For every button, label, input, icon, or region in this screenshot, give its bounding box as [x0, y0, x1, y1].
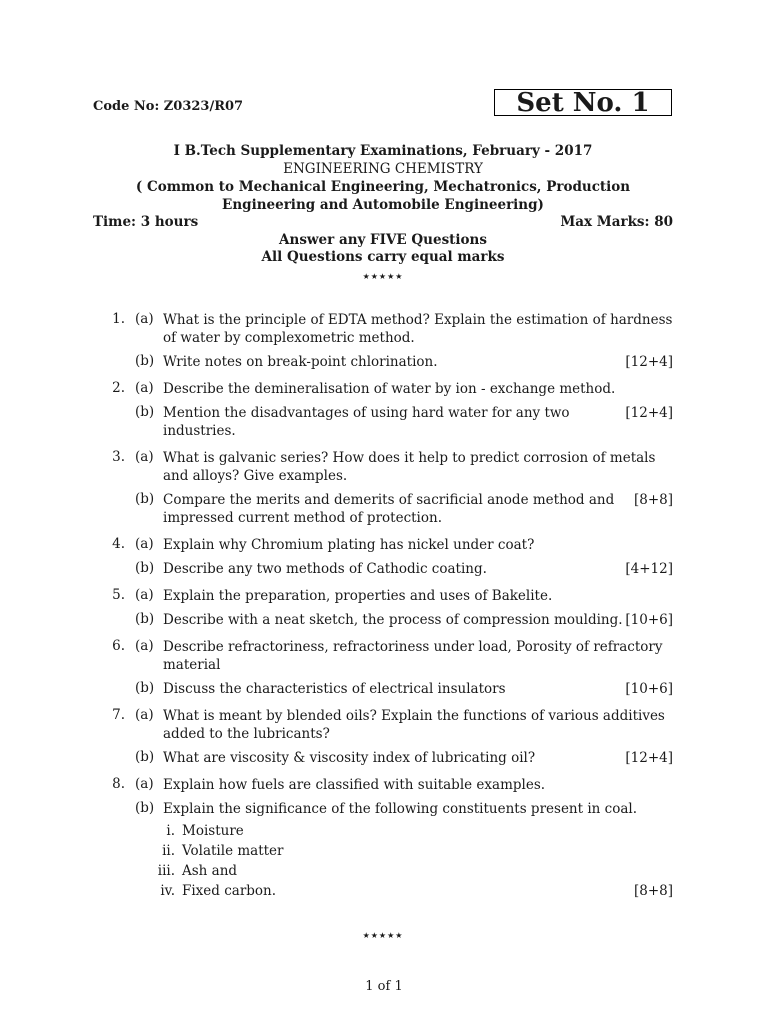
part-text: Describe the demineralisation of water by ion - exchange method. [163, 381, 616, 397]
question-part [135, 449, 673, 485]
subpart [145, 861, 673, 881]
part-label: (a) [135, 707, 154, 723]
question-part [135, 404, 673, 440]
question-1 [100, 311, 673, 371]
part-label: (a) [135, 311, 154, 327]
question-number: 6. [112, 638, 125, 654]
common-line-1: ( Common to Mechanical Engineering, Mechatronics, Production [135, 179, 631, 195]
subpart [145, 841, 673, 861]
question-part [135, 491, 673, 527]
marks-label: [8+8] [633, 492, 673, 508]
question-number: 7. [112, 707, 125, 723]
subpart [145, 881, 673, 901]
question-part [135, 707, 673, 743]
subpart-text: Ash and [182, 863, 238, 879]
part-text: Discuss the characteristics of electrical insulators [163, 681, 506, 697]
question-number: 2. [112, 380, 125, 396]
part-label: (a) [135, 536, 154, 552]
part-text: What is meant by blended oils? Explain the functions of various additives added to the lubricants? [163, 708, 665, 742]
part-text: What is galvanic series? How does it help to predict corrosion of metals and alloys? Give examples. [163, 450, 656, 484]
part-label: (a) [135, 449, 154, 465]
marks-label: [10+6] [625, 612, 673, 628]
question-number: 5. [112, 587, 125, 603]
part-label: (b) [135, 353, 155, 369]
question-8 [100, 776, 673, 901]
part-text: Explain the significance of the following constituents present in coal. [163, 801, 637, 817]
part-text: Describe refractoriness, refractoriness under load, Porosity of refractory material [163, 639, 663, 673]
part-label: (b) [135, 611, 155, 627]
part-text: Explain why Chromium plating has nickel under coat? [163, 537, 535, 553]
question-part [135, 353, 673, 371]
exam-title: I B.Tech Supplementary Examinations, February - 2017 [173, 143, 593, 159]
part-text: Compare the merits and demerits of sacrificial anode method and impressed current method of protection. [163, 492, 615, 526]
question-part [135, 800, 673, 818]
subpart [145, 821, 673, 841]
part-label: (a) [135, 587, 154, 603]
subpart-label: iii. [157, 863, 175, 879]
part-text: What are viscosity & viscosity index of lubricating oil? [163, 750, 536, 766]
part-label: (b) [135, 404, 155, 420]
question-part [135, 587, 673, 605]
part-text: Describe any two methods of Cathodic coating. [163, 561, 487, 577]
part-label: (b) [135, 560, 155, 576]
part-text: Write notes on break-point chlorination. [163, 354, 438, 370]
question-part [135, 311, 673, 347]
question-part [135, 611, 673, 629]
question-part [135, 536, 673, 554]
subpart-text: Fixed carbon. [182, 883, 277, 899]
subpart-text: Volatile matter [182, 843, 284, 859]
part-text: Describe with a neat sketch, the process of compression moulding. [163, 612, 623, 628]
instruction-1: Answer any FIVE Questions [279, 232, 487, 248]
question-5 [100, 587, 673, 629]
question-number: 1. [112, 311, 125, 327]
question-6 [100, 638, 673, 698]
question-number: 3. [112, 449, 125, 465]
question-3 [100, 449, 673, 527]
part-label: (a) [135, 638, 154, 654]
set-number-box: Set No. 1 [494, 89, 672, 116]
question-part [135, 749, 673, 767]
question-4 [100, 536, 673, 578]
instruction-2: All Questions carry equal marks [261, 249, 505, 265]
code-number: Code No: Z0323/R07 [93, 99, 244, 114]
question-number: 8. [112, 776, 125, 792]
marks-label: [12+4] [625, 405, 673, 421]
part-label: (b) [135, 749, 155, 765]
subpart-label: i. [166, 823, 175, 839]
marks-label: [8+8] [633, 883, 673, 899]
part-label: (a) [135, 380, 154, 396]
subject-title: ENGINEERING CHEMISTRY [283, 161, 483, 177]
part-label: (b) [135, 680, 155, 696]
subpart-label: ii. [162, 843, 175, 859]
stars-divider-top: ★★★★★ [362, 272, 404, 281]
part-text: Mention the disadvantages of using hard water for any two industries. [163, 405, 570, 439]
stars-divider-bottom: ★★★★★ [362, 931, 404, 940]
max-marks-label: Max Marks: 80 [560, 214, 673, 230]
page-number: 1 of 1 [365, 979, 403, 994]
marks-label: [12+4] [625, 354, 673, 370]
question-part [135, 380, 673, 398]
marks-label: [12+4] [625, 750, 673, 766]
time-label: Time: 3 hours [93, 214, 199, 230]
marks-label: [4+12] [625, 561, 673, 577]
question-part [135, 560, 673, 578]
subpart-text: Moisture [182, 823, 244, 839]
question-part [135, 680, 673, 698]
question-part [135, 776, 673, 794]
questions-list [100, 311, 673, 901]
part-label: (b) [135, 491, 155, 507]
question-number: 4. [112, 536, 125, 552]
part-label: (a) [135, 776, 154, 792]
question-2 [100, 380, 673, 440]
part-text: Explain the preparation, properties and uses of Bakelite. [163, 588, 553, 604]
marks-label: [10+6] [625, 681, 673, 697]
question-7 [100, 707, 673, 767]
question-part [135, 638, 673, 674]
part-text: Explain how fuels are classified with suitable examples. [163, 777, 546, 793]
part-label: (b) [135, 800, 155, 816]
part-text: What is the principle of EDTA method? Explain the estimation of hardness of water by complexometric method. [163, 312, 673, 346]
subpart-label: iv. [160, 883, 175, 899]
common-line-2: Engineering and Automobile Engineering) [222, 197, 544, 213]
